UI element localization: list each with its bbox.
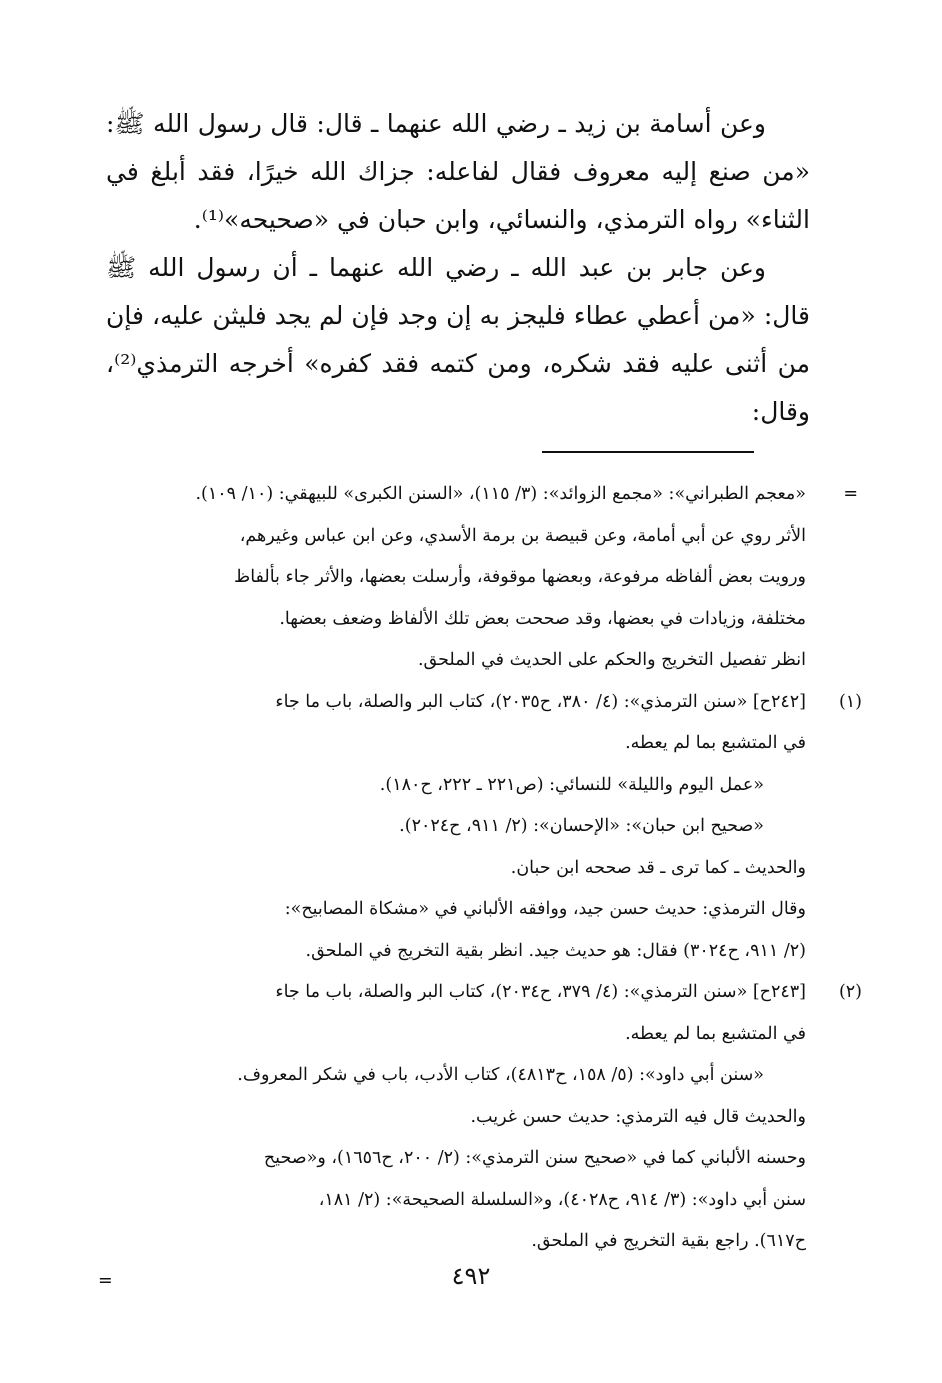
footnote-number: (١) <box>838 691 862 712</box>
footnote-line: مختلفة، وزيادات في بعضها، وقد صححت بعض تلك الألفاظ وضعف بعضها. <box>279 608 806 629</box>
footnote-line: ح٦١٧). راجع بقية التخريج في الملحق. <box>531 1231 806 1251</box>
footnote-number: (٢) <box>838 982 862 1002</box>
footnote-line: «سنن أبي داود»: (٥/ ١٥٨، ح٤٨١٣)، كتاب الأدب، باب في شكر المعروف. <box>237 1065 764 1085</box>
footnote-line: سنن أبي داود»: (٣/ ٩١٤، ح٤٠٢٨)، و«السلسلة الصحيحة»: (٢/ ١٨١، <box>318 1189 806 1210</box>
continuation-mark: = <box>98 1271 113 1291</box>
footnote-line: انظر تفصيل التخريج والحكم على الحديث في الملحق. <box>417 650 806 670</box>
page-number: ٤٩٢ <box>451 1262 491 1290</box>
footnote-line: «معجم الطبراني»: «مجمع الزوائد»: (٣/ ١١٥)، «السنن الكبرى» للبيهقي: (١٠/ ١٠٩). <box>195 484 806 504</box>
footnote-line: [٢٤٣ح] «سنن الترمذي»: (٤/ ٣٧٩، ح٢٠٣٤)، كتاب البر والصلة، باب ما جاء <box>275 982 806 1002</box>
footnote-line: وحسنه الألباني كما في «صحيح سنن الترمذي»: (٢/ ٢٠٠، ح١٦٥٦)، و«صحيح <box>263 1148 806 1168</box>
footnote-line: [٢٤٢ح] «سنن الترمذي»: (٤/ ٣٨٠، ح٢٠٣٥)، كتاب البر والصلة، باب ما جاء <box>275 691 806 712</box>
footnote-line: وقال الترمذي: حديث حسن جيد، ووافقه الألباني في «مشكاة المصابيح»: <box>284 899 806 919</box>
main-paragraph-2: وعن جابر بن عبد الله ـ رضي الله عنهما ـ أن رسول الله ﷺ قال: «من أعطي عطاء فليجز به إن وجد فإن لم يجد فليثن عليه، فإن من أثنى عليه فقد شكره، ومن كتمه فقد كفره» أخرجه الترمذي⁽²⁾، وقال: <box>106 253 810 426</box>
footnote-line: في المتشبع بما لم يعطه. <box>625 1023 806 1044</box>
footnote-line: ورويت بعض ألفاظه مرفوعة، وبعضها موقوفة، وأرسلت بعضها، والأثر جاء بألفاظ <box>234 567 806 587</box>
footnote-line: والحديث ـ كما ترى ـ قد صححه ابن حبان. <box>510 857 806 878</box>
footnote-line: (٢/ ٩١١، ح٣٠٢٤) فقال: هو حديث جيد. انظر بقية التخريج في الملحق. <box>305 940 806 961</box>
main-paragraph-1: وعن أسامة بن زيد ـ رضي الله عنهما ـ قال: قال رسول الله ﷺ: «من صنع إليه معروف فقال لفاعله: جزاك الله خيرًا، فقد أبلغ في الثناء» رواه الترمذي، والنسائي، وابن حبان في «صحيحه»⁽¹⁾. <box>106 109 810 234</box>
footnote-continued <box>106 474 858 682</box>
continuation-mark: = <box>843 484 858 504</box>
footnote-1 <box>106 682 862 973</box>
footnote-separator <box>542 451 754 453</box>
footnote-line: الأثر روي عن أبي أمامة، وعن قبيصة بن برمة الأسدي، وعن ابن عباس وغيرهم، <box>239 525 806 546</box>
footnote-line: «صحيح ابن حبان»: «الإحسان»: (٢/ ٩١١، ح٢٠٢٤). <box>399 816 764 836</box>
main-text <box>106 100 810 435</box>
footnote-line: والحديث قال فيه الترمذي: حديث حسن غريب. <box>470 1106 806 1127</box>
footnote-line: في المتشبع بما لم يعطه. <box>625 733 806 753</box>
footnote-line: «عمل اليوم والليلة» للنسائي: (ص٢٢١ ـ ٢٢٢، ح١٨٠). <box>379 774 764 795</box>
